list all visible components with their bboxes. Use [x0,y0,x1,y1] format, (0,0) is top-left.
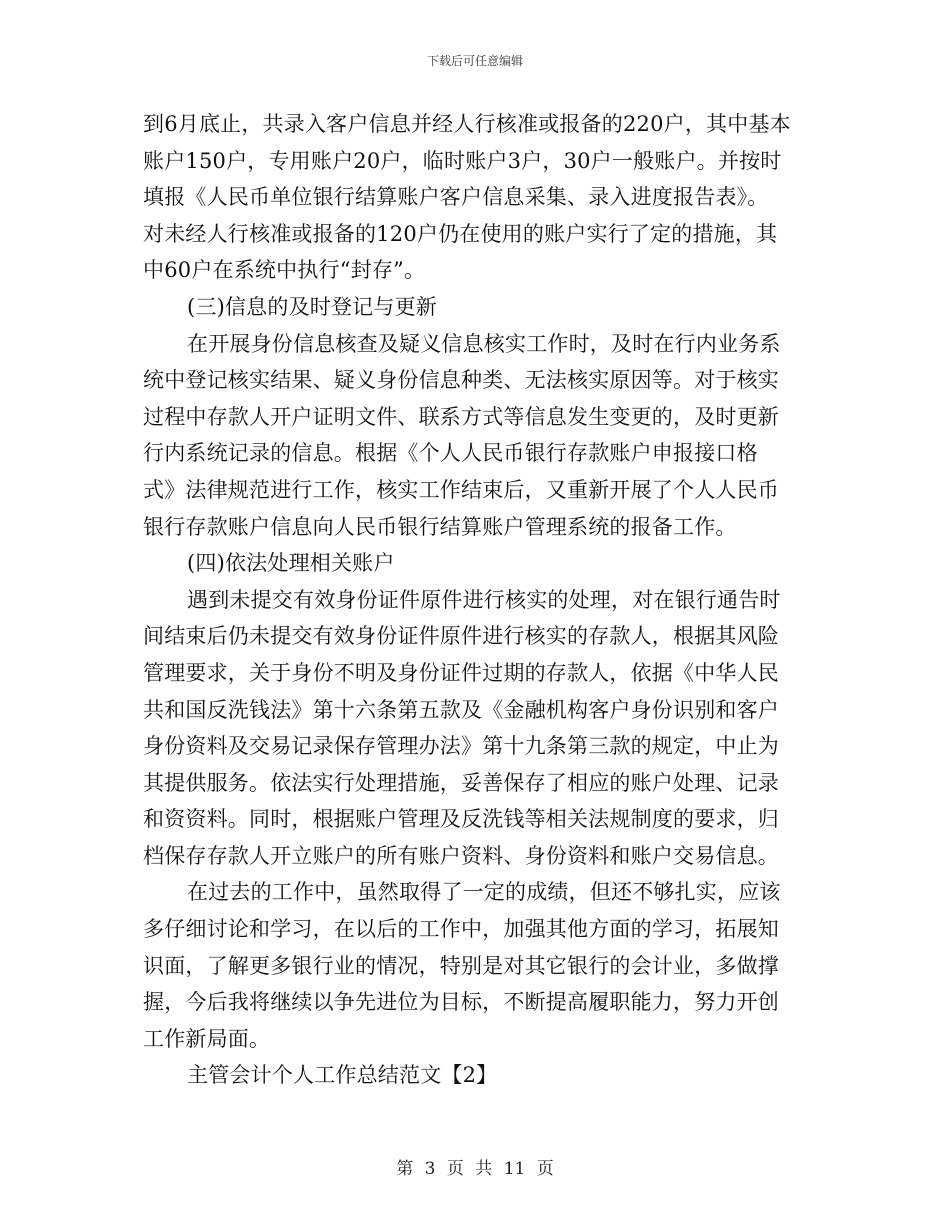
page-header: 下载后可任意编辑 [426,54,523,68]
text-line: 行内系统记录的信息。根据《个人人民币银行存款账户申报接口格 [143,441,758,466]
text-line: 共和国反洗钱法》第十六条第五款及《金融机构客户身份识别和客户 [143,697,779,722]
text-line: 握，今后我将继续以争先进位为目标，不断提高履职能力，努力开创 [143,990,779,1015]
paragraph-conclusion [143,874,813,1057]
text-line: 在过去的工作中，虽然取得了一定的成绩，但还不够扎实，应该 [187,880,781,905]
text-line: 过程中存款人开户证明文件、联系方式等信息发生变更的，及时更新 [143,404,779,429]
text-line: 多仔细讨论和学习，在以后的工作中，加强其他方面的学习，拓展知 [143,917,779,942]
section-heading-3 [143,289,813,326]
text-line: 在开展身份信息核查及疑义信息核实工作时，及时在行内业务系 [187,331,781,356]
text-line: 其提供服务。依法实行处理措施，妥善保存了相应的账户处理、记录 [143,770,779,795]
paragraph-info-update [143,326,813,546]
text-line: 式》法律规范进行工作，核实工作结束后，又重新开展了个人人民币 [143,477,779,502]
document-body [143,106,813,1094]
text-line: 管理要求，关于身份不明及身份证件过期的存款人，依据《中华人民 [143,660,779,685]
page-number-footer: 第 3 页 共 11 页 [396,1159,554,1179]
text-line: 身份资料及交易记录保存管理办法》第十九条第三款的规定，中止为 [143,734,779,759]
heading-text: (四)依法处理相关账户 [187,551,395,576]
heading-text: 主管会计个人工作总结范文【2】 [187,1063,498,1088]
text-line: 识面，了解更多银行业的情况，特别是对其它银行的会计业，多做撑 [143,953,779,978]
text-line: 遇到未提交有效身份证件原件进行核实的处理，对在银行通告时 [187,587,781,612]
text-line: 到6月底止，共录入客户信息并经人行核准或报备的220户，其中基本 [143,112,791,136]
text-line: 统中登记核实结果、疑义身份信息种类、无法核实原因等。对于核实 [143,368,779,393]
paragraph-account-stats [143,106,813,289]
paragraph-account-handling [143,582,813,875]
text-line: 银行存款账户信息向人民币银行结算账户管理系统的报备工作。 [143,514,737,539]
text-line: 中60户在系统中执行“封存”。 [143,258,426,283]
heading-text: (三)信息的及时登记与更新 [187,294,437,319]
article-title-2 [143,1057,813,1094]
text-line: 间结束后仍未提交有效身份证件原件进行核实的存款人，根据其风险 [143,624,779,649]
text-line: 工作新局面。 [143,1026,271,1051]
text-line: 对未经人行核准或报备的120户仍在使用的账户实行了定的措施，其 [143,221,778,246]
text-line: 档保存存款人开立账户的所有账户资料、身份资料和账户交易信息。 [143,843,779,868]
text-line: 账户150户，专用账户20户，临时账户3户，30户一般账户。并按时 [143,148,782,173]
text-line: 和资资料。同时，根据账户管理及反洗钱等相关法规制度的要求，归 [143,807,779,832]
section-heading-4 [143,545,813,582]
text-line: 填报《人民币单位银行结算账户客户信息采集、录入进度报告表》。 [143,185,769,210]
